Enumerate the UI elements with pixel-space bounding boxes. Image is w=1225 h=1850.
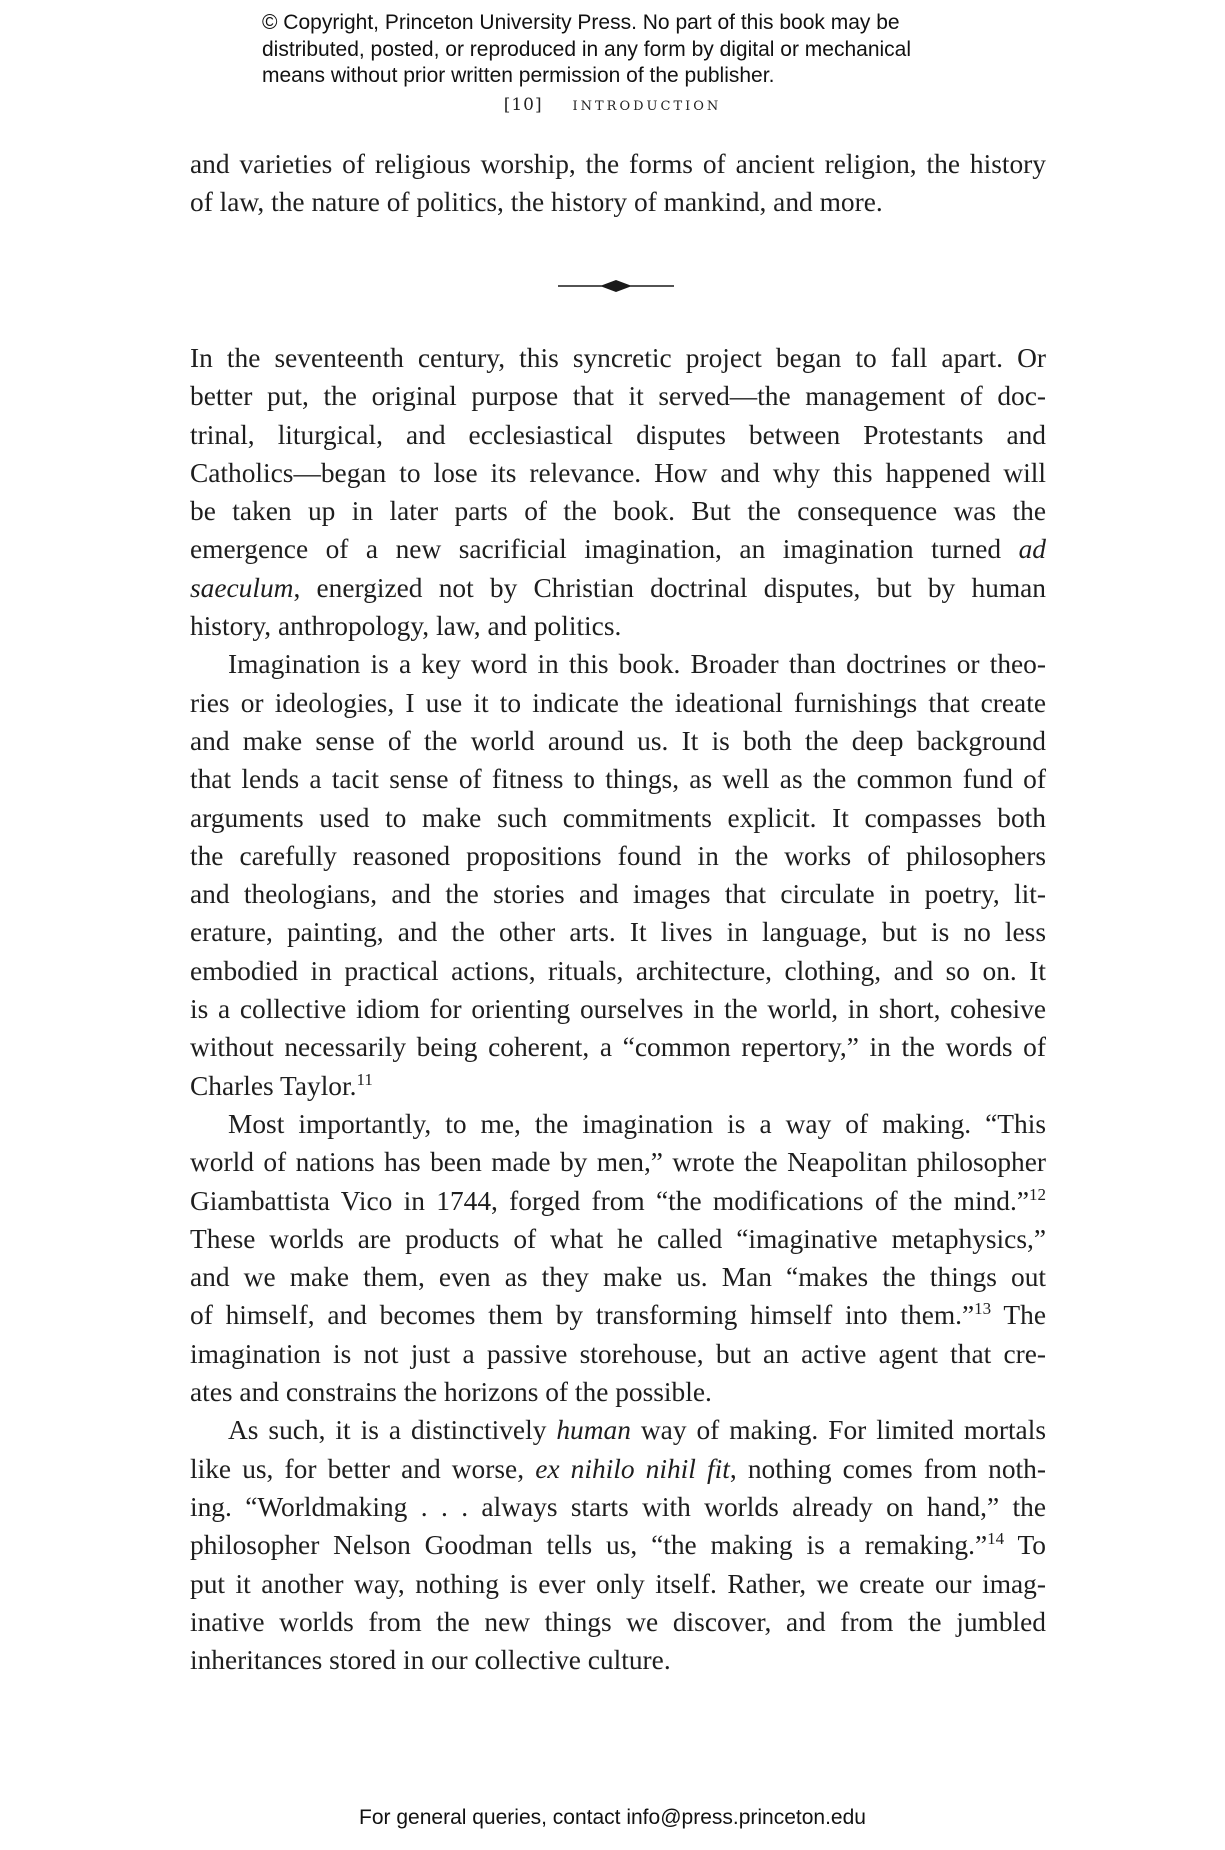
text-line: without necessarily being coherent, a “common repertory,” in the words of	[190, 1032, 1046, 1063]
text-run: , nothing comes from noth-	[729, 1453, 1046, 1484]
text-line: and make sense of the world around us. It is both the deep background	[190, 725, 1046, 756]
text-line: Catholics—began to lose its relevance. How and why this happened will	[190, 457, 1046, 488]
text-line: embodied in practical actions, rituals, architecture, clothing, and so on. It	[190, 955, 1046, 986]
text-run: , energized not by Christian doctrinal disputes, but by human	[293, 572, 1046, 603]
section-break-ornament-icon	[558, 279, 674, 293]
italic-term: ad	[1018, 534, 1046, 565]
continuation-paragraph	[190, 145, 1046, 222]
text-run: Charles Taylor.	[190, 1070, 357, 1101]
text-line: is a collective idiom for orienting ourselves in the world, in short, cohesive	[190, 994, 1046, 1025]
text-line	[190, 1296, 1046, 1334]
text-line: trinal, liturgical, and ecclesiastical disputes between Protestants and	[190, 419, 1046, 450]
text-line	[190, 569, 1046, 607]
text-line: and theologians, and the stories and images that circulate in poetry, lit-	[190, 879, 1046, 910]
text-line: Imagination is a key word in this book. Broader than doctrines or theo-	[228, 649, 1046, 680]
text-run: way of making. For limited mortals	[630, 1415, 1046, 1446]
text-line	[190, 530, 1046, 568]
copyright-line: distributed, posted, or reproduced in any form by digital or mechanical	[262, 37, 912, 61]
text-line	[190, 1182, 1046, 1220]
text-line: ries or ideologies, I use it to indicate the ideational furnishings that create	[190, 687, 1046, 718]
text-line	[190, 1526, 1046, 1564]
italic-term: saeculum	[190, 572, 294, 603]
text-run: emergence of a new sacrificial imagination, an imagination turned	[190, 534, 1019, 565]
text-line: put it another way, nothing is ever only itself. Rather, we create our imag-	[190, 1568, 1046, 1599]
text-line: Most importantly, to me, the imagination is a way of making. “This	[228, 1108, 1046, 1139]
text-line: the carefully reasoned propositions found in the works of philosophers	[190, 840, 1046, 871]
text-line: that lends a tacit sense of fitness to things, as well as the common fund of	[190, 764, 1046, 795]
text-run: To	[1004, 1530, 1046, 1561]
footer-contact: For general queries, contact info@press.princeton.edu	[359, 1806, 866, 1829]
text-run: like us, for better and worse,	[190, 1453, 536, 1484]
running-head	[0, 93, 1225, 115]
page-number: [10]	[503, 95, 543, 115]
text-line: better put, the original purpose that it served—the management of doc-	[190, 381, 1046, 412]
text-line: of law, the nature of politics, the history of mankind, and more.	[190, 187, 883, 218]
footnote-ref[interactable]: 13	[974, 1299, 992, 1319]
text-line: and we make them, even as they make us. Man “makes the things out	[190, 1262, 1046, 1293]
text-line: erature, painting, and the other arts. It lives in language, but is no less	[190, 917, 1046, 948]
text-line	[190, 1450, 1046, 1488]
text-line: arguments used to make such commitments explicit. It compasses both	[190, 802, 1046, 833]
copyright-line: © Copyright, Princeton University Press. No part of this book may be	[262, 11, 900, 34]
text-run: The	[991, 1300, 1047, 1331]
text-run: philosopher Nelson Goodman tells us, “the making is a remaking.”	[190, 1530, 988, 1561]
text-line: These worlds are products of what he called “imaginative metaphysics,”	[190, 1223, 1046, 1254]
text-line: inheritances stored in our collective culture.	[190, 1645, 671, 1676]
copyright-notice	[262, 10, 982, 90]
text-line: In the seventeenth century, this syncretic project began to fall apart. Or	[190, 343, 1046, 373]
text-run: Giambattista Vico in 1744, forged from “the modifications of the mind.”	[190, 1185, 1029, 1216]
text-line: world of nations has been made by men,” wrote the Neapolitan philosopher	[190, 1147, 1046, 1178]
text-line: imagination is not just a passive storehouse, but an active agent that cre-	[190, 1338, 1046, 1369]
text-line: be taken up in later parts of the book. But the consequence was the	[190, 496, 1046, 527]
text-line	[190, 1067, 1046, 1105]
text-line: history, anthropology, law, and politics.	[190, 611, 622, 642]
section-body	[190, 339, 1046, 1679]
footnote-ref[interactable]: 14	[987, 1529, 1005, 1549]
text-line: ing. “Worldmaking . . . always starts with worlds already on hand,” the	[190, 1491, 1046, 1522]
footnote-ref[interactable]: 11	[356, 1069, 373, 1089]
footnote-ref[interactable]: 12	[1029, 1184, 1046, 1204]
section-title: introduction	[572, 93, 722, 115]
text-line: ates and constrains the horizons of the possible.	[190, 1377, 712, 1408]
text-run: As such, it is a distinctively	[228, 1415, 557, 1446]
text-line: and varieties of religious worship, the forms of ancient religion, the history	[190, 149, 1046, 179]
text-line	[190, 1411, 1046, 1449]
italic-term: ex nihilo nihil fit	[535, 1453, 730, 1484]
copyright-line: means without prior written permission of the publisher.	[262, 64, 775, 87]
italic-term: human	[556, 1415, 631, 1446]
text-run: of himself, and becomes them by transforming himself into them.”	[190, 1300, 975, 1331]
text-line: inative worlds from the new things we discover, and from the jumbled	[190, 1606, 1046, 1637]
